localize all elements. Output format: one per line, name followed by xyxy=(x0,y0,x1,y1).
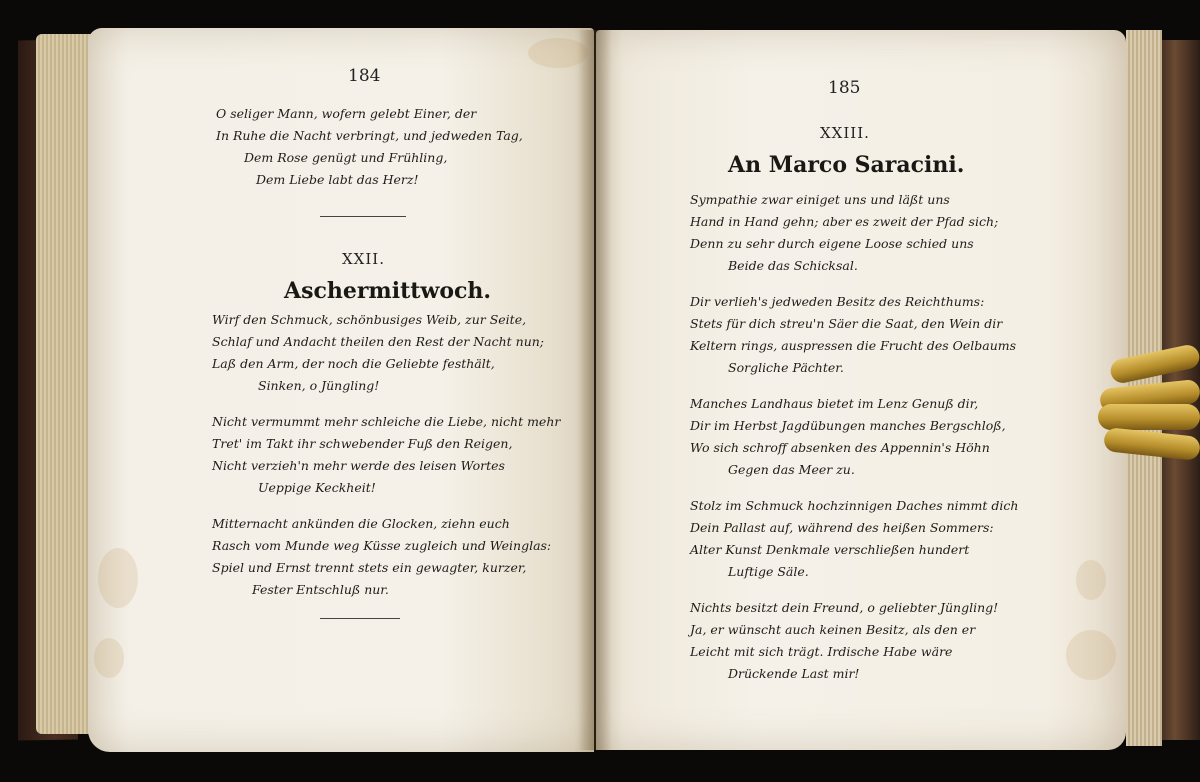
verse-line: Beide das Schicksal. xyxy=(728,258,858,273)
poem-title: Aschermittwoch. xyxy=(284,278,492,304)
brass-holder-finger xyxy=(1098,404,1200,430)
verse-line: O seliger Mann, wofern gelebt Einer, der xyxy=(216,106,477,121)
verse-line: Stets für dich streu'n Säer die Saat, den Wein dir xyxy=(690,316,1003,331)
verse-line: Schlaf und Andacht theilen den Rest der Nacht nun; xyxy=(212,334,545,349)
verse-line: Ueppige Keckheit! xyxy=(258,480,376,495)
verse-line: Nichts besitzt dein Freund, o geliebter Jüngling! xyxy=(690,600,999,615)
poem-title: An Marco Saracini. xyxy=(728,152,965,178)
verse-line: Nicht verzieh'n mehr werde des leisen Wortes xyxy=(212,458,505,473)
verse-line: Wirf den Schmuck, schönbusiges Weib, zur Seite, xyxy=(212,312,527,327)
section-divider xyxy=(320,216,406,217)
left-page xyxy=(88,28,594,752)
verse-line: Stolz im Schmuck hochzinnigen Daches nimmt dich xyxy=(690,498,1019,513)
verse-line: Dem Liebe labt das Herz! xyxy=(256,172,419,187)
verse-line: Gegen das Meer zu. xyxy=(728,462,855,477)
section-divider xyxy=(320,618,400,619)
verse-line: Drückende Last mir! xyxy=(728,666,860,681)
page-number: 184 xyxy=(348,66,381,86)
verse-line: Manches Landhaus bietet im Lenz Genuß dir, xyxy=(690,396,979,411)
verse-line: Luftige Säle. xyxy=(728,564,809,579)
foxing-stain xyxy=(94,638,124,678)
verse-line: Alter Kunst Denkmale verschließen hundert xyxy=(690,542,970,557)
verse-line: Dir im Herbst Jagdübungen manches Bergschloß, xyxy=(690,418,1006,433)
foxing-stain xyxy=(1076,560,1106,600)
page-number: 185 xyxy=(828,78,861,98)
verse-line: Hand in Hand gehn; aber es zweit der Pfad sich; xyxy=(690,214,999,229)
verse-line: Wo sich schroff absenken des Appennin's Höhn xyxy=(690,440,990,455)
verse-line: Rasch vom Munde weg Küsse zugleich und Weinglas: xyxy=(212,538,552,553)
book-gutter xyxy=(578,30,612,750)
verse-line: Denn zu sehr durch eigene Loose schied uns xyxy=(690,236,974,251)
verse-line: Sympathie zwar einiget uns und läßt uns xyxy=(690,192,950,207)
foxing-stain xyxy=(98,548,138,608)
foxing-stain xyxy=(1066,630,1116,680)
page-edges-left xyxy=(36,34,94,734)
verse-line: Keltern rings, auspressen die Frucht des Oelbaums xyxy=(690,338,1017,353)
verse-line: Nicht vermummt mehr schleiche die Liebe, nicht mehr xyxy=(212,414,561,429)
verse-line: Leicht mit sich trägt. Irdische Habe wäre xyxy=(690,644,953,659)
verse-line: In Ruhe die Nacht verbringt, und jedweden Tag, xyxy=(216,128,523,143)
poem-number: XXIII. xyxy=(820,124,870,142)
verse-line: Ja, er wünscht auch keinen Besitz, als den er xyxy=(690,622,976,637)
verse-line: Mitternacht ankünden die Glocken, ziehn euch xyxy=(212,516,510,531)
right-page xyxy=(596,30,1126,750)
verse-line: Sorgliche Pächter. xyxy=(728,360,844,375)
verse-line: Fester Entschluß nur. xyxy=(252,582,389,597)
poem-number: XXII. xyxy=(342,250,385,268)
verse-line: Laß den Arm, der noch die Geliebte festhält, xyxy=(212,356,495,371)
verse-line: Dir verlieh's jedweden Besitz des Reichthums: xyxy=(690,294,985,309)
verse-line: Spiel und Ernst trennt stets ein gewagter, kurzer, xyxy=(212,560,527,575)
verse-line: Dem Rose genügt und Frühling, xyxy=(244,150,448,165)
verse-line: Sinken, o Jüngling! xyxy=(258,378,380,393)
verse-line: Dein Pallast auf, während des heißen Sommers: xyxy=(690,520,994,535)
verse-line: Tret' im Takt ihr schwebender Fuß den Reigen, xyxy=(212,436,513,451)
